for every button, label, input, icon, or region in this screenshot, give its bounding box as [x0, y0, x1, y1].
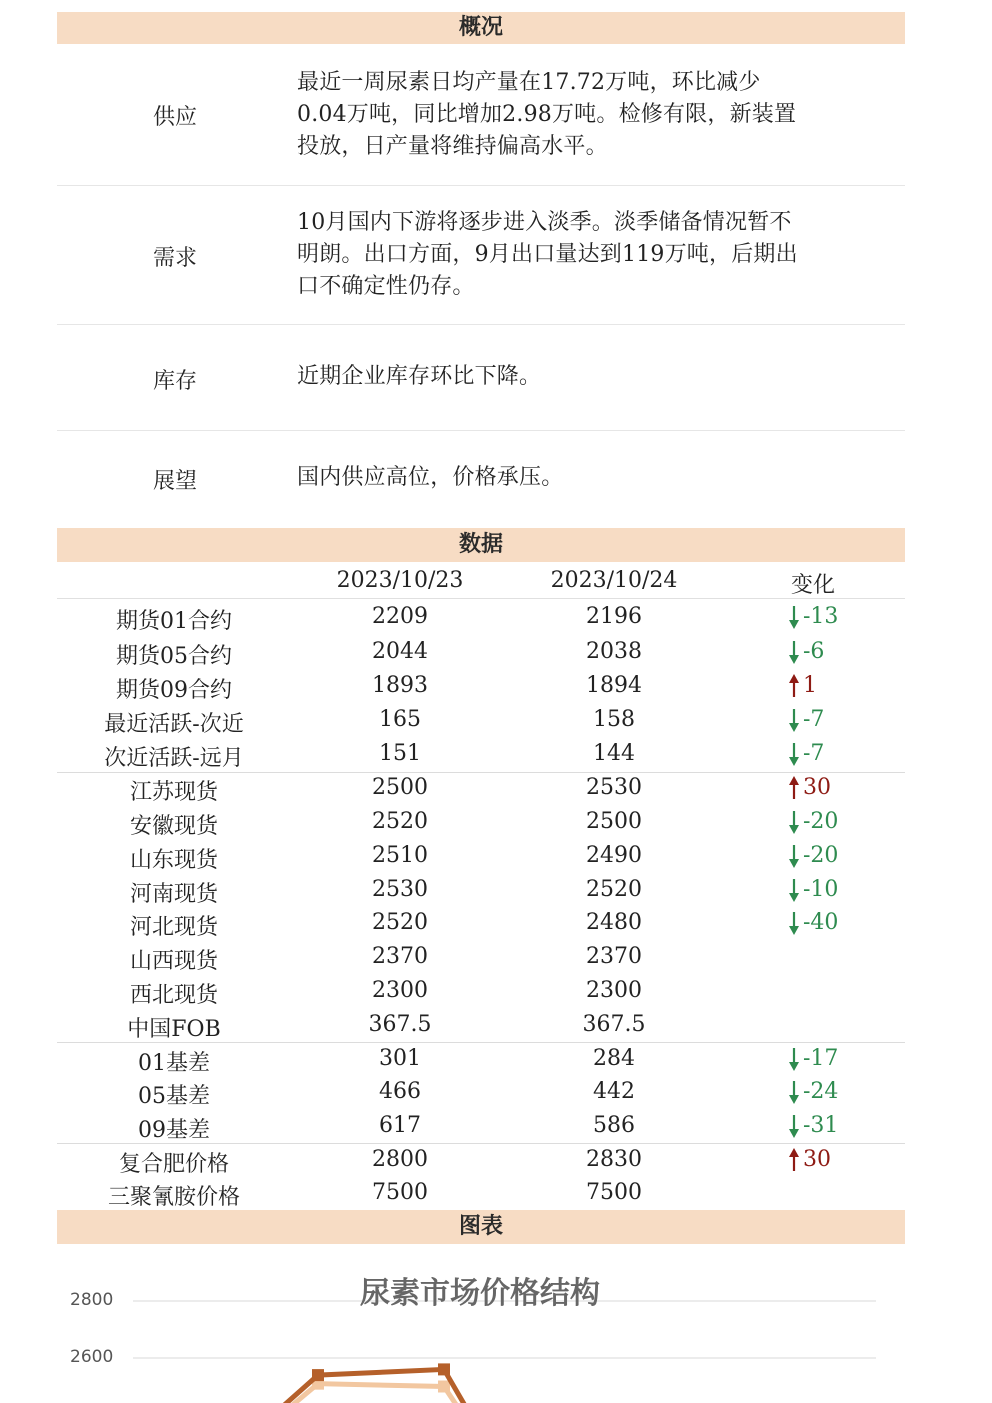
change-value: -7 — [803, 707, 825, 732]
group-divider — [57, 772, 905, 773]
overview-text — [297, 67, 897, 163]
value-date1: 2530 — [372, 877, 428, 902]
table-row — [57, 1010, 905, 1044]
table-row — [57, 637, 905, 671]
arrow-down-icon — [787, 604, 801, 630]
value-date1: 301 — [379, 1046, 421, 1071]
table-row — [57, 908, 905, 942]
column-header-date2: 2023/10/24 — [550, 568, 678, 593]
change-cell — [787, 1147, 907, 1173]
change-cell — [787, 604, 907, 630]
change-value: -13 — [803, 604, 839, 629]
text-line: 国内供应高位，价格承压。 — [297, 465, 564, 490]
series-point — [438, 1363, 450, 1375]
change-value: -10 — [803, 877, 839, 902]
column-header-change: 变化 — [790, 573, 835, 598]
row-label: 01基差 — [138, 1051, 210, 1076]
table-row — [57, 976, 905, 1010]
value-date2: 144 — [593, 741, 635, 766]
change-cell — [787, 843, 907, 869]
group-divider — [57, 1143, 905, 1144]
change-cell — [787, 775, 907, 801]
table-row — [57, 1111, 905, 1145]
arrow-down-icon — [787, 707, 801, 733]
value-date2: 158 — [593, 707, 635, 732]
overview-label: 库存 — [152, 369, 197, 394]
text-line: 明朗。出口方面，9月出口量达到119万吨，后期出 — [297, 242, 798, 267]
table-row — [57, 1145, 905, 1179]
value-date2: 2520 — [586, 877, 642, 902]
chart-header: 图表 — [57, 1210, 905, 1244]
value-date2: 2196 — [586, 604, 642, 629]
value-date2: 2490 — [586, 843, 642, 868]
table-row — [57, 1044, 905, 1078]
row-label: 复合肥价格 — [118, 1152, 229, 1177]
arrow-down-icon — [787, 843, 801, 869]
change-cell — [787, 673, 907, 699]
arrow-down-icon — [787, 910, 801, 936]
value-date2: 284 — [593, 1046, 635, 1071]
y-tick-label: 2800 — [70, 1290, 114, 1310]
value-date2: 586 — [593, 1113, 635, 1138]
change-value: -20 — [803, 843, 839, 868]
data-header: 数据 — [57, 528, 905, 562]
row-label: 次近活跃-远月 — [104, 746, 244, 771]
change-cell — [787, 877, 907, 903]
row-label: 江苏现货 — [129, 780, 218, 805]
overview-header: 概况 — [57, 12, 905, 44]
value-date1: 2500 — [372, 775, 428, 800]
text-line: 近期企业库存环比下降。 — [297, 364, 542, 389]
change-cell — [787, 1113, 907, 1139]
value-date2: 2038 — [586, 639, 642, 664]
value-date2: 367.5 — [582, 1012, 646, 1037]
text-line: 0.04万吨，同比增加2.98万吨。检修有限，新装置 — [297, 102, 797, 127]
value-date1: 2510 — [372, 843, 428, 868]
value-date2: 2500 — [586, 809, 642, 834]
change-cell — [787, 707, 907, 733]
value-date1: 151 — [379, 741, 421, 766]
change-value: -20 — [803, 809, 839, 834]
arrow-down-icon — [787, 809, 801, 835]
row-label: 山东现货 — [129, 848, 218, 873]
y-tick-label: 2600 — [70, 1347, 114, 1367]
value-date1: 2209 — [372, 604, 428, 629]
row-label: 05基差 — [138, 1084, 210, 1109]
text-line: 最近一周尿素日均产量在17.72万吨，环比减少 — [297, 70, 761, 95]
overview-label: 需求 — [152, 246, 197, 271]
series-line — [257, 1384, 482, 1403]
series-point — [312, 1369, 324, 1381]
change-value: 1 — [803, 673, 817, 698]
table-header — [57, 564, 905, 599]
change-cell — [787, 1046, 907, 1072]
table-row — [57, 773, 905, 807]
text-line: 10月国内下游将逐步进入淡季。淡季储备情况暂不 — [297, 210, 792, 235]
value-date1: 2520 — [372, 809, 428, 834]
change-value: -6 — [803, 639, 825, 664]
chart-title: 尿素市场价格结构 — [360, 1276, 600, 1311]
row-label: 期货05合约 — [116, 644, 232, 669]
value-date1: 2300 — [372, 978, 428, 1003]
arrow-down-icon — [787, 1046, 801, 1072]
table-row — [57, 1077, 905, 1111]
arrow-down-icon — [787, 1079, 801, 1105]
row-label: 安徽现货 — [129, 814, 218, 839]
value-date2: 1894 — [586, 673, 642, 698]
change-cell — [787, 741, 907, 767]
value-date2: 2830 — [586, 1147, 642, 1172]
value-date1: 617 — [379, 1113, 421, 1138]
row-label: 中国FOB — [127, 1017, 221, 1042]
value-date1: 7500 — [372, 1180, 428, 1205]
value-date1: 165 — [379, 707, 421, 732]
value-date2: 2480 — [586, 910, 642, 935]
table-row — [57, 705, 905, 739]
overview-text — [297, 462, 897, 494]
change-cell — [787, 809, 907, 835]
change-value: 30 — [803, 1147, 831, 1172]
value-date2: 442 — [593, 1079, 635, 1104]
overview-text — [297, 361, 897, 393]
value-date2: 2370 — [586, 944, 642, 969]
arrow-down-icon — [787, 877, 801, 903]
change-value: 30 — [803, 775, 831, 800]
overview-row-demand — [57, 185, 905, 325]
value-date1: 2044 — [372, 639, 428, 664]
text-line: 口不确定性仍存。 — [297, 274, 475, 299]
row-label: 河北现货 — [129, 915, 218, 940]
value-date2: 2530 — [586, 775, 642, 800]
table-row — [57, 942, 905, 976]
value-date1: 1893 — [372, 673, 428, 698]
column-header-date1: 2023/10/23 — [336, 568, 464, 593]
series-point — [312, 1378, 324, 1390]
row-label: 三聚氰胺价格 — [107, 1185, 240, 1210]
change-cell — [787, 639, 907, 665]
overview-row-outlook — [57, 430, 905, 526]
change-cell — [787, 1079, 907, 1105]
arrow-up-icon — [787, 1147, 801, 1173]
change-value: -40 — [803, 910, 839, 935]
value-date1: 466 — [379, 1079, 421, 1104]
table-row — [57, 671, 905, 705]
row-label: 期货09合约 — [116, 678, 232, 703]
arrow-up-icon — [787, 775, 801, 801]
arrow-down-icon — [787, 1113, 801, 1139]
overview-label: 供应 — [152, 105, 197, 130]
row-label: 期货01合约 — [116, 609, 232, 634]
value-date2: 7500 — [586, 1180, 642, 1205]
change-cell — [787, 910, 907, 936]
group-divider — [57, 1042, 905, 1043]
overview-label: 展望 — [152, 469, 197, 494]
change-value: -31 — [803, 1113, 839, 1138]
row-label: 西北现货 — [129, 983, 218, 1008]
value-date1: 2370 — [372, 944, 428, 969]
row-label: 山西现货 — [129, 949, 218, 974]
table-row — [57, 807, 905, 841]
text-line: 投放，日产量将维持偏高水平。 — [297, 134, 608, 159]
series-line — [257, 1369, 482, 1403]
arrow-up-icon — [787, 673, 801, 699]
row-label: 河南现货 — [129, 882, 218, 907]
overview-text — [297, 207, 897, 303]
value-date2: 2300 — [586, 978, 642, 1003]
table-row — [57, 875, 905, 909]
series-point — [438, 1381, 450, 1393]
value-date1: 2800 — [372, 1147, 428, 1172]
value-date1: 367.5 — [368, 1012, 432, 1037]
change-value: -7 — [803, 741, 825, 766]
arrow-down-icon — [787, 639, 801, 665]
row-label: 最近活跃-次近 — [104, 712, 244, 737]
value-date1: 2520 — [372, 910, 428, 935]
row-label: 09基差 — [138, 1118, 210, 1143]
change-value: -17 — [803, 1046, 839, 1071]
table-row — [57, 1178, 905, 1212]
overview-row-inventory — [57, 324, 905, 431]
table-row — [57, 841, 905, 875]
table-row — [57, 739, 905, 773]
overview-row-supply — [57, 44, 905, 186]
change-value: -24 — [803, 1079, 839, 1104]
table-row — [57, 602, 905, 636]
arrow-down-icon — [787, 741, 801, 767]
